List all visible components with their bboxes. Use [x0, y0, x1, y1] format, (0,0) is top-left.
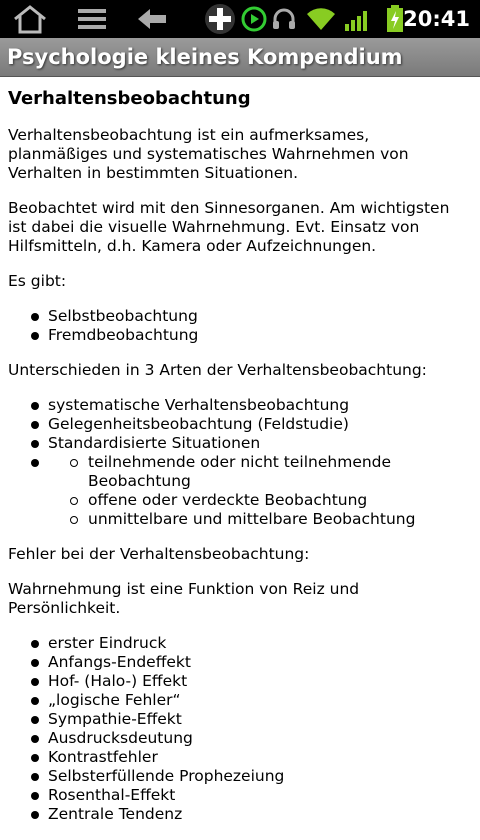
- menu-icon[interactable]: [74, 0, 110, 38]
- list-item: „logische Fehler“: [48, 691, 470, 710]
- list-item: Standardisierte Situationen: [48, 434, 470, 453]
- paragraph-definition: Verhaltensbeobachtung ist ein aufmerksames, planmäßiges und systematisches Wahrnehmen von Verhalten in bestimmten Situationen.: [8, 126, 409, 182]
- plus-icon[interactable]: [202, 0, 238, 38]
- list-errors: [8, 634, 470, 824]
- paragraph-es-gibt: Es gibt:: [8, 272, 67, 290]
- headphones-icon: [270, 0, 298, 38]
- article-heading: Verhaltensbeobachtung: [8, 88, 251, 109]
- media-icon: [240, 0, 268, 38]
- list-observation-kinds: [8, 396, 470, 529]
- signal-icon: [342, 0, 374, 38]
- list-item: Ausdrucksdeutung: [48, 729, 470, 748]
- list-item: unmittelbare und mittelbare Beobachtung: [88, 510, 470, 529]
- list-item: Zentrale Tendenz: [48, 805, 470, 824]
- title-bar: [0, 38, 480, 77]
- list-item: offene oder verdeckte Beobachtung: [88, 491, 470, 510]
- list-item-nested: [48, 453, 470, 529]
- list-item: Selbsterfüllende Prophezeiung: [48, 767, 470, 786]
- list-item: Sympathie-Effekt: [48, 710, 470, 729]
- list-item: erster Eindruck: [48, 634, 470, 653]
- list-item: Selbstbeobachtung: [48, 307, 470, 326]
- list-item: Anfangs-Endeffekt: [48, 653, 470, 672]
- list-item: Rosenthal-Effekt: [48, 786, 470, 805]
- list-item: Hof- (Halo-) Effekt: [48, 672, 470, 691]
- back-icon[interactable]: [134, 0, 170, 38]
- paragraph-wahrnehmung: Wahrnehmung ist eine Funktion von Reiz und Persönlichkeit.: [8, 580, 360, 617]
- clock: 20:41: [403, 7, 470, 31]
- list-item: Gelegenheitsbeobachtung (Feldstudie): [48, 415, 470, 434]
- app-title: Psychologie kleines Kompendium: [7, 45, 403, 69]
- paragraph-arten: Unterschieden in 3 Arten der Verhaltensbeobachtung:: [8, 361, 427, 379]
- sublist-standardized: [48, 453, 470, 529]
- status-bar: [0, 0, 480, 38]
- paragraph-sinnesorgane: Beobachtet wird mit den Sinnesorganen. Am wichtigsten ist dabei die visuelle Wahrnehmung. Evt. Einsatz von Hilfsmitteln, d.h. Kamera oder Aufzeichnungen.: [8, 199, 450, 255]
- list-item: Kontrastfehler: [48, 748, 470, 767]
- home-icon[interactable]: [10, 0, 50, 38]
- wifi-icon: [304, 0, 338, 38]
- article-content: [8, 88, 470, 840]
- list-item: systematische Verhaltensbeobachtung: [48, 396, 470, 415]
- list-observation-types: [8, 307, 470, 345]
- paragraph-fehler: Fehler bei der Verhaltensbeobachtung:: [8, 545, 310, 563]
- list-item: Fremdbeobachtung: [48, 326, 470, 345]
- list-item: teilnehmende oder nicht teilnehmende Beobachtung: [88, 453, 470, 491]
